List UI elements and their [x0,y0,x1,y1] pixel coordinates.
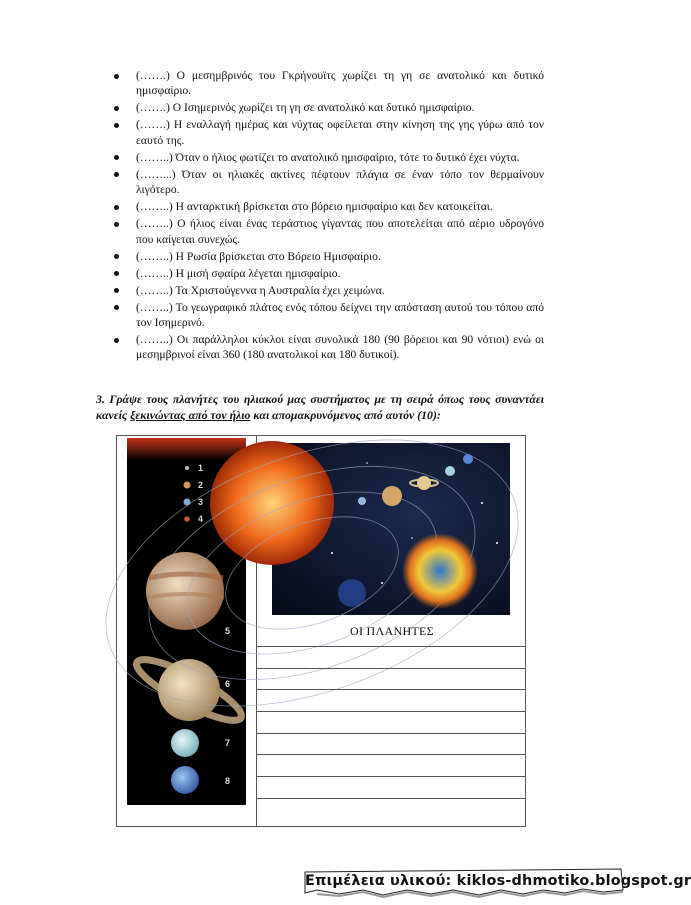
sun [210,441,334,565]
planet-number-5: 5 [225,626,231,636]
statement-item: (……..) Όταν ο ήλιος φωτίζει το ανατολικό ημισφαίριο, τότε το δυτικό έχει νύχτα. [112,150,544,165]
answer-line[interactable] [257,798,526,820]
planet-number-6: 6 [225,679,231,689]
mars [184,516,190,522]
photo-jupiter [382,486,402,506]
statement-item: (……..) Η ανταρκτική βρίσκεται στο βόρειο ημισφαίριο και δεν κατοικείται. [112,199,544,214]
planet-number-2: 2 [198,480,204,490]
photo-uranus [445,466,455,476]
answer-line[interactable] [257,711,526,733]
statement-item: (……..) Το γεωγραφικό πλάτος ενός τόπου δείχνει την απόσταση αυτού του τόπου από τον Ισημερινό. [112,300,544,331]
statement-item: (……..) Οι παράλληλοι κύκλοι είναι συνολικά 180 (90 βόρειοι και 90 νότιοι) ενώ οι μεσημβρινοί είναι 360 (180 ανατολικοί και 180 δυτικοί). [112,332,544,363]
statement-item: (…….) Η εναλλαγή ημέρας και νύχτας οφείλεται στην κίνηση της γης γύρω από τον εαυτό της. [112,117,544,148]
answer-line[interactable] [257,754,526,776]
statement-item: (……..) Τα Χριστούγεννα η Αυστραλία έχει χειμώνα. [112,283,544,298]
venus [184,482,191,489]
footer-site-link[interactable]: kiklos-dhmotiko.blogspot.gr [456,873,691,889]
statement-item: (……..) Η Ρωσία βρίσκεται στο Βόρειο Ημισφαίριο. [112,249,544,264]
question-text-start: 3. Γράψε τους πλανήτες του ηλιακού μας συστήματος με τη σειρά όπως τους συναντάει κανείς [96,392,544,422]
planet-number-1: 1 [198,463,204,473]
question-text-end: και απομακρυνόμενος από αυτόν (10): [250,407,441,422]
planet-number-3: 3 [198,497,204,507]
statement-item: (…….) Ο Ισημερινός χωρίζει τη γη σε ανατολικό και δυτικό ημισφαίριο. [112,100,544,115]
photo-saturn [417,476,431,490]
answer-line[interactable] [257,668,526,690]
answer-line[interactable] [257,689,526,711]
statement-item: (……..) Η μισή σφαίρα λέγεται ημισφαίριο. [112,266,544,281]
photo-planet [358,497,366,505]
question-text-underlined: ξεκινώντας από τον ήλιο [130,407,251,422]
answer-lines [257,646,526,820]
neptune [171,766,199,794]
uranus [171,729,199,757]
mercury [185,466,189,470]
true-false-statements [112,68,544,364]
planet-number-7: 7 [225,738,231,748]
solar-system-illustration [272,443,510,615]
question-3-heading [96,392,544,423]
planets-caption: ΟΙ ΠΛΑΝΗΤΕΣ [350,624,434,638]
blue-planet [338,579,366,607]
planet-number-8: 8 [225,776,231,786]
saturn [158,659,220,721]
footer-label: Επιμέλεια υλικού: [305,873,457,889]
sun-glow [127,438,246,460]
footer-credit [305,873,691,889]
nebula [402,533,478,609]
answer-line[interactable] [257,733,526,755]
statement-item: (…….) Ο μεσημβρινός του Γκρήνουϊτς χωρίζει τη γη σε ανατολικό και δυτικό ημισφαίριο. [112,68,544,99]
jupiter [146,552,224,630]
planet-number-4: 4 [198,514,204,524]
statement-item: (……...) Όταν οι ηλιακές ακτίνες πέφτουν πλάγια σε έναν τόπο τον θερμαίνουν λιγότερο. [112,167,544,198]
answer-line[interactable] [257,776,526,798]
statement-item: (……..) Ο ήλιος είναι ένας τεράστιος γίγαντας που αποτελείται από αέριο υδρογόνο που καίγεται συνεχώς. [112,216,544,247]
photo-neptune [463,454,473,464]
solar-system-photo [272,443,510,615]
answer-line[interactable] [257,646,526,668]
